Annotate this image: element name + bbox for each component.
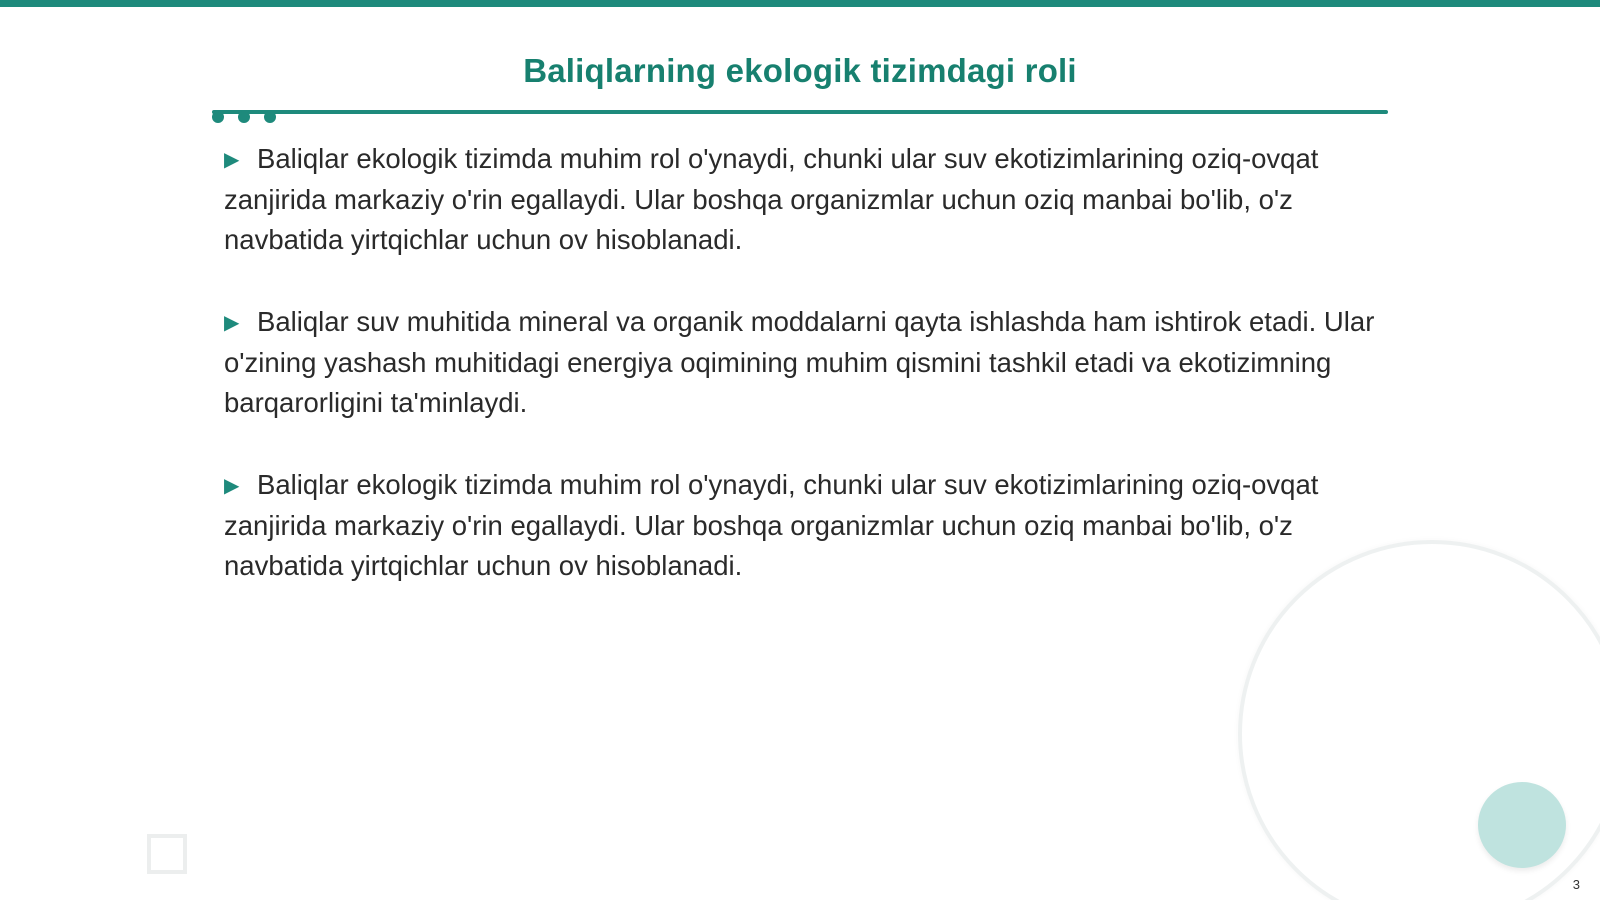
- decorative-dot: [238, 111, 250, 123]
- bullet-item: [224, 302, 1384, 423]
- decorative-dot: [212, 111, 224, 123]
- bullet-item: [224, 139, 1384, 260]
- bullet-list: [224, 139, 1384, 628]
- slide-title: Baliqlarning ekologik tizimdagi roli: [523, 52, 1077, 89]
- decorative-dot: [264, 111, 276, 123]
- triangle-right-icon: ▶: [224, 312, 240, 334]
- bullet-item: [224, 465, 1384, 586]
- title-underline: [212, 110, 1388, 114]
- bullet-text: Baliqlar ekologik tizimda muhim rol o'ynaydi, chunki ular suv ekotizimlarining oziq-ovqat zanjirida markaziy o'rin egallaydi. Ular boshqa organizmlar uchun oziq manbai bo'lib, o'z navbatida yirtqichlar uchun ov hisoblanadi.: [224, 143, 1319, 255]
- bullet-text: Baliqlar suv muhitida mineral va organik moddalarni qayta ishlashda ham ishtirok etadi. Ular o'zining yashash muhitidagi energiya oqimining muhim qismini tashkil etadi va ekotizimning barqarorligini ta'minlaydi.: [224, 306, 1375, 418]
- triangle-right-icon: ▶: [224, 475, 240, 497]
- decorative-circle: [1478, 782, 1566, 868]
- decorative-square: [147, 834, 187, 874]
- bullet-text: Baliqlar ekologik tizimda muhim rol o'ynaydi, chunki ular suv ekotizimlarining oziq-ovqat zanjirida markaziy o'rin egallaydi. Ular boshqa organizmlar uchun oziq manbai bo'lib, o'z navbatida yirtqichlar uchun ov hisoblanadi.: [224, 469, 1319, 581]
- top-accent-bar: [0, 0, 1600, 7]
- triangle-right-icon: ▶: [224, 149, 240, 171]
- page-number: 3: [1572, 877, 1580, 892]
